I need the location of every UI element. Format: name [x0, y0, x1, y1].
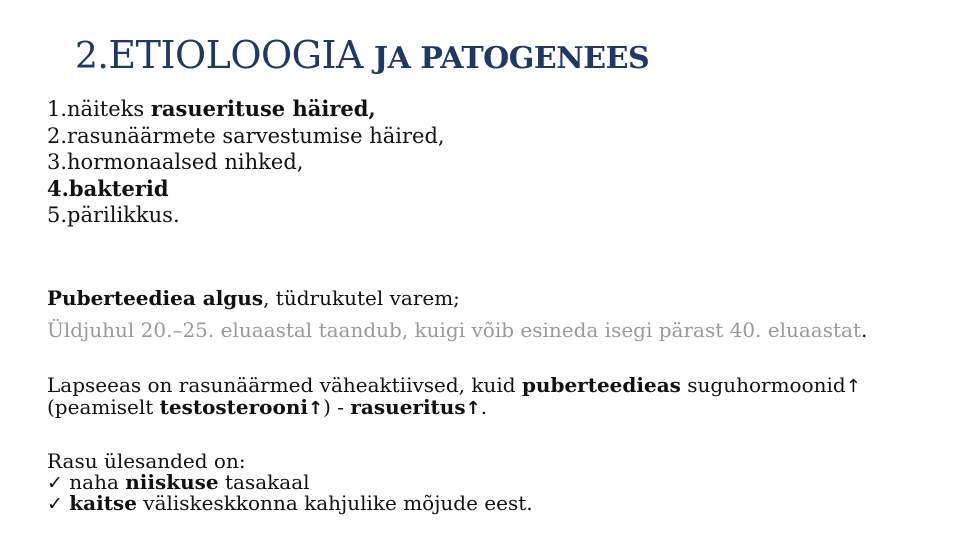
title-main: ETIOLOOGIA [108, 33, 363, 77]
cause-text: 5.pärilikkus. [47, 203, 180, 227]
function-bold: niiskuse [125, 470, 219, 494]
cause-item-5 [47, 202, 445, 229]
up-arrow-icon: ↑ [465, 398, 481, 419]
childhood-bold-1: puberteedieas [521, 373, 681, 397]
age-text: Üldjuhul 20.–25. eluaastal taandub, kuigi võib esineda isegi pärast 40. eluaastat [47, 318, 861, 342]
cause-text: 3.hormonaalsed nihked, [47, 150, 304, 174]
childhood-text-5: . [480, 395, 488, 419]
childhood-text-3: (peamiselt [47, 395, 160, 419]
function-text: tasakaal [218, 470, 310, 494]
function-bold: kaitse [69, 491, 137, 515]
functions-heading-text: Rasu ülesanded on: [47, 449, 246, 473]
slide-title [75, 33, 650, 77]
childhood-bold-2: testosterooni [159, 395, 309, 419]
up-arrow-icon: ↑ [308, 398, 324, 419]
causes-list [47, 96, 445, 229]
up-arrow-icon: ↑ [845, 376, 861, 397]
cause-item-3 [47, 149, 445, 176]
childhood-text-1: Lapseeas on rasunäärmed väheaktiivsed, kuid [47, 373, 522, 397]
age-paragraph [47, 320, 907, 340]
childhood-text-2: suguhormoonid [680, 373, 846, 397]
function-item-2 [47, 493, 907, 514]
puberty-rest: , tüdrukutel varem; [263, 286, 460, 310]
title-rest: JA PATOGENEES [373, 41, 650, 76]
puberty-bold: Puberteediea algus [47, 286, 264, 310]
cause-item-1 [47, 96, 445, 123]
cause-item-4 [47, 176, 445, 203]
function-item-1 [47, 472, 907, 493]
cause-prefix: 1.näiteks [47, 97, 151, 121]
age-period: . [860, 318, 868, 342]
childhood-paragraph [47, 375, 907, 419]
childhood-text-4: ) - [323, 395, 351, 419]
title-number: 2. [75, 36, 109, 77]
checkmark-icon: ✓ [47, 493, 63, 515]
cause-text: 4.bakterid [47, 175, 169, 201]
puberty-line [47, 288, 907, 308]
checkmark-icon: ✓ [47, 472, 63, 494]
functions-heading [47, 451, 907, 471]
function-text: väliskeskkonna kahjulike mõjude eest. [136, 491, 533, 515]
childhood-bold-3: rasueritus [350, 395, 466, 419]
cause-text: rasuerituse häired, [150, 96, 376, 121]
cause-text: 2.rasunäärmete sarvestumise häired, [47, 123, 445, 148]
cause-item-2 [47, 123, 445, 150]
function-text: naha [62, 470, 126, 494]
